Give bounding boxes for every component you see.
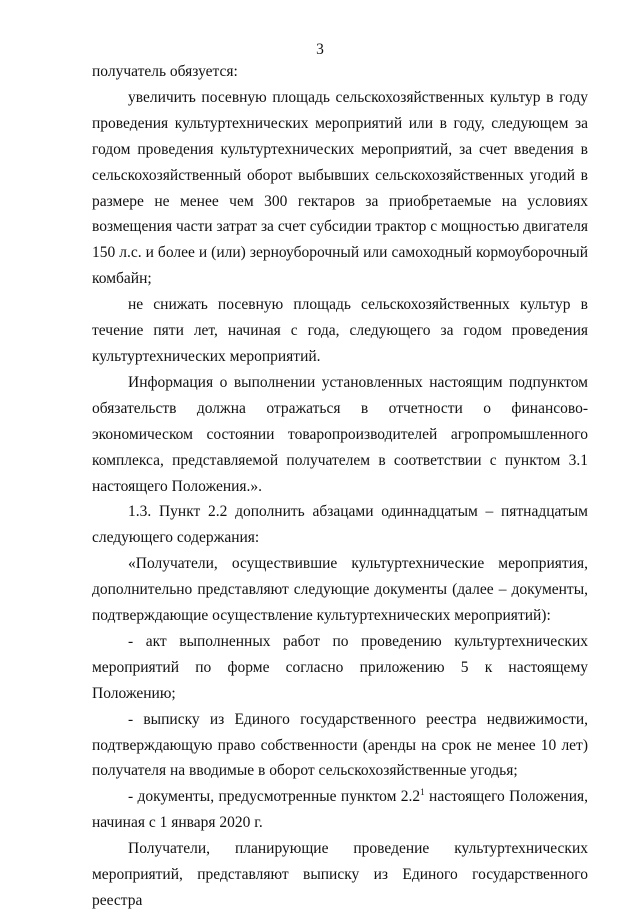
paragraph-recipients-documents: «Получатели, осуществившие культуртехнические мероприятия, дополнительно представляют следующие документы (далее – документы, подтверждающие осуществление культуртехнических мероприятий):: [92, 555, 588, 625]
paragraph-act-of-works: - акт выполненных работ по проведению культуртехнических мероприятий по форме согласно приложению 5 к настоящему Положению;: [92, 632, 588, 702]
paragraph-registry-extract: - выписку из Единого государственного реестра недвижимости, подтверждающую право собственности (аренды на срок не менее 10 лет) получателя на вводимые в оборот сельскохозяйственные угодья;: [92, 710, 588, 780]
paragraph-reporting-info: Информация о выполнении установленных настоящим подпунктом обязательств должна отражаться в отчетности о финансово-экономическом состоянии товаропроизводителей агропромышленного комплекса, представляемой получателем в соответствии с пунктом 3.1 настоящего Положения.».: [92, 373, 588, 495]
paragraph-amendment-1-3: 1.3. Пункт 2.2 дополнить абзацами одиннадцатым – пятнадцатым следующего содержания:: [92, 503, 588, 547]
paragraph-obligation-keep-area: не снижать посевную площадь сельскохозяйственных культур в течение пяти лет, начиная с года, следующего за годом проведения культуртехнических мероприятий.: [92, 296, 588, 365]
paragraph-documents-clause-end: настоящего Положения, начиная с 1 января 2020 г.: [92, 788, 588, 832]
paragraph-intro: получатель обязуется:: [92, 63, 238, 80]
paragraph-planning-recipients: Получатели, планирующие проведение культуртехнических мероприятий, представляют выписку из Единого государственного реестра: [92, 840, 588, 909]
document-body: [92, 59, 588, 914]
page-number: 3: [316, 41, 324, 58]
superscript-reference: 1: [420, 787, 425, 798]
paragraph-documents-clause-start: - документы, предусмотренные пунктом 2.2: [128, 788, 421, 806]
paragraph-obligation-increase-area: увеличить посевную площадь сельскохозяйственных культур в году проведения культуртехнических мероприятий или в году, следующем за годом проведения культуртехнических мероприятий, за счет введения в сельскохозяйственный оборот выбывших сельскохозяйственных угодий в размере не менее чем 300 гектаров за приобретаемые на условиях возмещения части затрат за счет субсидии трактор с мощностью двигателя 150 л.с. и более и (или) зерноуборочный или самоходный кормоуборочный комбайн;: [92, 88, 588, 288]
paragraph-documents-clause: [92, 784, 588, 836]
